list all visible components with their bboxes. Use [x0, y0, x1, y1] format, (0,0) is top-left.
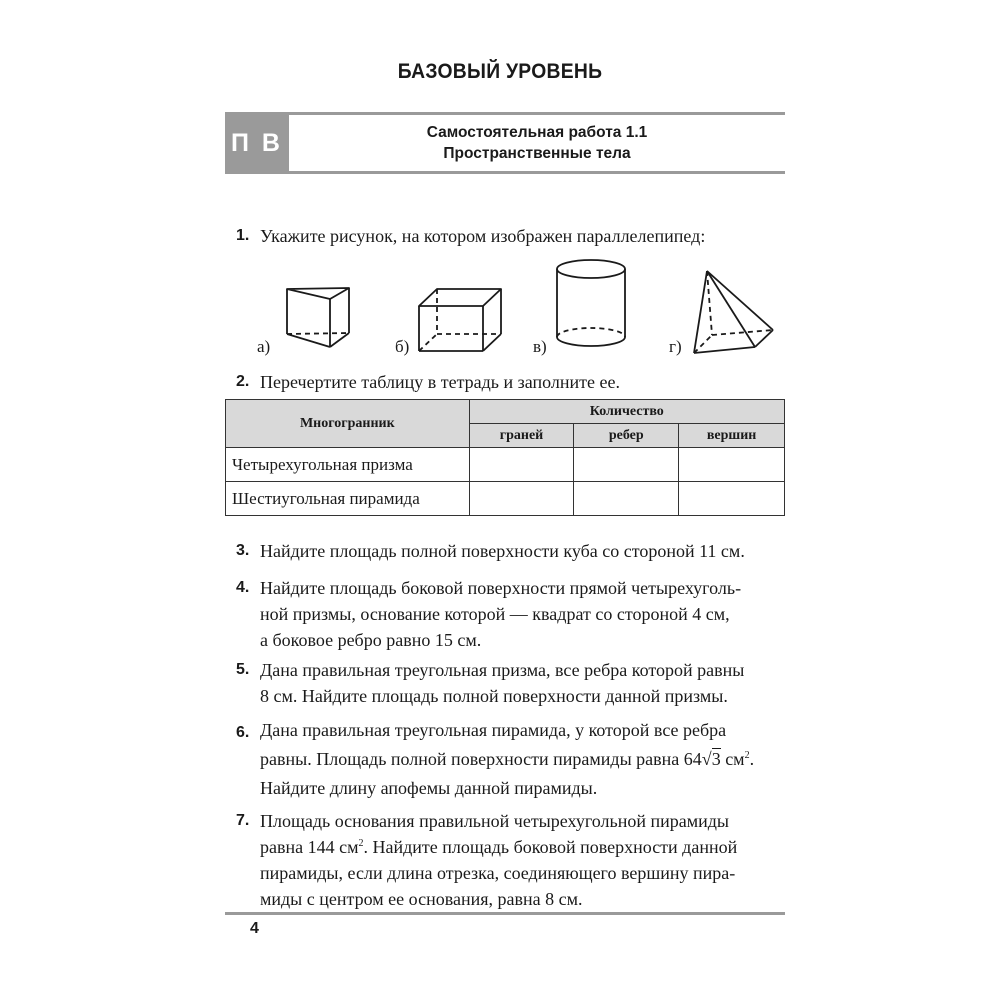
- task-number: 6.: [236, 724, 250, 741]
- task-number: 7.: [236, 812, 250, 829]
- figures-row: [225, 255, 785, 365]
- unit-exponent: 2: [358, 838, 364, 849]
- empty-cell: [574, 448, 679, 482]
- sentence-end: .: [749, 749, 755, 769]
- task-3: [236, 538, 788, 564]
- task-5-line2: 8 см. Найдите площадь полной поверхности данной призмы.: [260, 686, 728, 706]
- task-text: [260, 808, 788, 912]
- task-text: [260, 716, 788, 803]
- task-4: [236, 575, 788, 653]
- task-text: Укажите рисунок, на котором изображен параллелепипед:: [260, 226, 706, 246]
- header-faces: граней: [469, 424, 574, 448]
- task-6-line2: [260, 745, 788, 774]
- figures-svg: [225, 255, 785, 365]
- task-text: Найдите площадь полной поверхности куба со стороной 11 см.: [260, 541, 745, 561]
- task-number: 3.: [236, 542, 250, 559]
- work-title-line2: Пространственные тела: [443, 145, 631, 162]
- task-text: Перечертите таблицу в тетрадь и заполните ее.: [260, 372, 620, 392]
- task-7-line2: [260, 834, 788, 860]
- task-number: 2.: [236, 373, 250, 390]
- task-4-line1: Найдите площадь боковой поверхности прямой четырехуголь-: [260, 578, 742, 598]
- level-heading: БАЗОВЫЙ УРОВЕНЬ: [397, 60, 603, 83]
- task-5-line1: Дана правильная треугольная призма, все ребра которой равны: [260, 660, 745, 680]
- work-title-line1: Самостоятельная работа 1.1: [426, 124, 648, 141]
- header-vertices: вершин: [679, 424, 785, 448]
- triangular-prism-figure: [287, 288, 349, 347]
- empty-cell: [679, 482, 785, 516]
- sqrt-sign: √: [701, 749, 712, 769]
- task-4-line2: ной призмы, основание которой — квадрат со стороной 4 см,: [260, 604, 730, 624]
- work-header: [225, 112, 785, 174]
- unit-text: см: [720, 749, 745, 769]
- header-bottom-rule: [225, 171, 785, 174]
- task-2: [236, 369, 788, 395]
- cylinder-figure: [557, 260, 625, 346]
- row-label: Четырехугольная призма: [226, 448, 470, 482]
- page-number: 4: [250, 920, 259, 937]
- table-row: [226, 448, 785, 482]
- task-number: 4.: [236, 579, 250, 596]
- figure-label-b: б): [395, 337, 410, 356]
- sqrt-radicand: 3: [711, 749, 721, 769]
- task-6: [236, 716, 788, 803]
- task-7-line4: миды с центром ее основания, равна 8 см.: [260, 889, 583, 909]
- task-7: [236, 808, 788, 912]
- polyhedra-table: [225, 399, 785, 516]
- header-top-rule: [225, 112, 785, 115]
- task-4-line3: а боковое ребро равно 15 см.: [260, 630, 482, 650]
- work-title: [289, 122, 785, 164]
- header-count: Количество: [469, 400, 784, 424]
- task-text: [260, 657, 788, 709]
- header-polyhedron: Многогранник: [226, 400, 470, 448]
- task-6-line1: Дана правильная треугольная пирамида, у которой все ребра: [260, 720, 727, 740]
- header-edges: ребер: [574, 424, 679, 448]
- empty-cell: [469, 448, 574, 482]
- task-number: 5.: [236, 661, 250, 678]
- task-6-line3: Найдите длину апофемы данной пирамиды.: [260, 778, 598, 798]
- task-number: 1.: [236, 227, 250, 244]
- pyramid-figure: [694, 271, 773, 353]
- task-7-line2-rest: . Найдите площадь боковой поверхности данной: [363, 837, 738, 857]
- task-7-line2-text: равна 144 см: [260, 837, 359, 857]
- task-1: [236, 223, 788, 249]
- task-7-line1: Площадь основания правильной четырехугольной пирамиды: [260, 811, 730, 831]
- unit-exponent: 2: [744, 750, 750, 761]
- level-badge: П В: [225, 112, 289, 174]
- empty-cell: [679, 448, 785, 482]
- figure-label-g: г): [669, 337, 682, 356]
- parallelepiped-figure: [419, 289, 501, 351]
- task-text: [260, 575, 788, 653]
- row-label: Шестиугольная пирамида: [226, 482, 470, 516]
- empty-cell: [574, 482, 679, 516]
- figure-label-v: в): [533, 337, 547, 356]
- task-5: [236, 657, 788, 709]
- footer-rule: [225, 912, 785, 915]
- task-6-line2-text: равны. Площадь полной поверхности пирамиды равна 64: [260, 749, 702, 769]
- empty-cell: [469, 482, 574, 516]
- figure-label-a: а): [257, 337, 271, 356]
- task-7-line3: пирамиды, если длина отрезка, соединяющего вершину пира-: [260, 863, 736, 883]
- table-row: [226, 482, 785, 516]
